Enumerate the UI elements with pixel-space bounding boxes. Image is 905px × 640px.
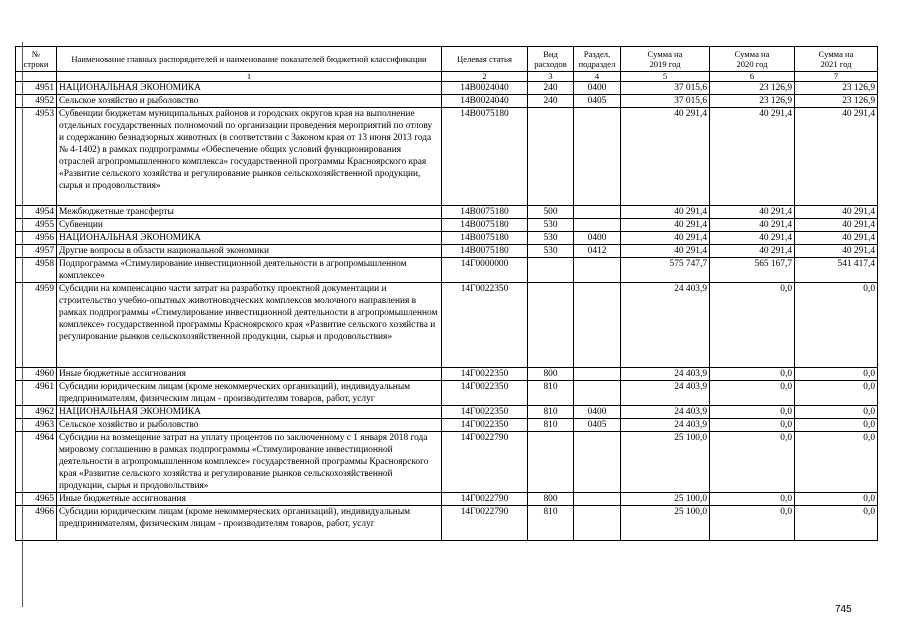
row-name: Другие вопросы в области национальной экономики (57, 245, 442, 258)
row-amount-2021: 40 291,4 (795, 219, 878, 232)
table-row (16, 108, 878, 206)
row-target-code: 14В0075180 (442, 206, 528, 219)
row-section-code (574, 368, 621, 381)
row-section-code (574, 506, 621, 541)
row-name: Иные бюджетные ассигнования (57, 493, 442, 506)
row-section-code: 0412 (574, 245, 621, 258)
table-row (16, 245, 878, 258)
row-number: 4951 (16, 82, 57, 95)
row-name: Субсидии на компенсацию части затрат на разработку проектной документации и строительство учебно-опытных животноводческих комплексов молочного направления в рамках подпрограммы «Стимулирование инвестиционной деятельности в агропромышленном комплексе» государственной программы Красноярского края «Развитие сельского хозяйства и регулирование рынков сельскохозяйственной продукции, сырья и продовольствия» (57, 283, 442, 368)
index-cell-empty (16, 72, 57, 82)
row-amount-2020: 0,0 (710, 419, 795, 432)
row-target-code: 14В0024040 (442, 82, 528, 95)
row-amount-2021: 0,0 (795, 432, 878, 493)
row-name: Субвенции бюджетам муниципальных районов и городских округов края на выполнение отдельных государственных полномочий по организации проведения мероприятий по отлову и содержанию безнадзорных животных (в соответствии с Законом края от 13 июня 2013 года № 4-1402) в рамках подпрограммы «Обеспечение общих условий функционирования отраслей агропромышленного комплекса» государственной программы Красноярского края «Развитие сельского хозяйства и регулирование рынков сельскохозяйственной продукции, сырья и продовольствия» (57, 108, 442, 206)
row-amount-2019: 25 100,0 (621, 506, 710, 541)
index-cell: 4 (574, 72, 621, 82)
table-row (16, 82, 878, 95)
row-name: Сельское хозяйство и рыболовство (57, 95, 442, 108)
row-number: 4963 (16, 419, 57, 432)
row-expense-type (528, 258, 574, 283)
row-name: Сельское хозяйство и рыболовство (57, 419, 442, 432)
row-expense-type: 800 (528, 368, 574, 381)
row-section-code (574, 381, 621, 406)
row-name: НАЦИОНАЛЬНАЯ ЭКОНОМИКА (57, 232, 442, 245)
row-expense-type: 240 (528, 95, 574, 108)
header-section: Раздел, подраздел (574, 47, 621, 72)
row-section-code: 0405 (574, 419, 621, 432)
row-number: 4952 (16, 95, 57, 108)
row-expense-type: 810 (528, 406, 574, 419)
row-amount-2019: 24 403,9 (621, 283, 710, 368)
row-target-code: 14Г0022790 (442, 432, 528, 493)
row-expense-type (528, 108, 574, 206)
row-name: Субсидии на возмещение затрат на уплату процентов по заключенному с 1 января 2018 года мировому соглашению в рамках подпрограммы «Стимулирование инвестиционной деятельности в агропромышленном комплексе» государственной программы Красноярского края «Развитие сельского хозяйства и регулирование рынков сельскохозяйственной продукции, сырья и продовольствия» (57, 432, 442, 493)
row-amount-2019: 575 747,7 (621, 258, 710, 283)
row-number: 4953 (16, 108, 57, 206)
row-expense-type: 530 (528, 219, 574, 232)
row-number: 4955 (16, 219, 57, 232)
row-amount-2020: 0,0 (710, 381, 795, 406)
row-expense-type: 810 (528, 419, 574, 432)
row-amount-2020: 0,0 (710, 506, 795, 541)
row-number: 4959 (16, 283, 57, 368)
header-num: № строки (16, 47, 57, 72)
table-row (16, 219, 878, 232)
row-number: 4962 (16, 406, 57, 419)
row-amount-2021: 40 291,4 (795, 245, 878, 258)
table-row (16, 206, 878, 219)
row-amount-2021: 40 291,4 (795, 232, 878, 245)
row-amount-2020: 0,0 (710, 283, 795, 368)
row-amount-2020: 23 126,9 (710, 95, 795, 108)
row-amount-2021: 0,0 (795, 368, 878, 381)
index-cell: 5 (621, 72, 710, 82)
table-row (16, 493, 878, 506)
row-amount-2020: 40 291,4 (710, 219, 795, 232)
row-section-code: 0400 (574, 232, 621, 245)
row-amount-2021: 0,0 (795, 419, 878, 432)
row-expense-type: 530 (528, 232, 574, 245)
table-row (16, 432, 878, 493)
row-target-code: 14Г0000000 (442, 258, 528, 283)
row-amount-2019: 24 403,9 (621, 381, 710, 406)
row-amount-2021: 0,0 (795, 406, 878, 419)
row-number: 4966 (16, 506, 57, 541)
row-amount-2020: 0,0 (710, 432, 795, 493)
row-amount-2021: 40 291,4 (795, 206, 878, 219)
row-expense-type: 800 (528, 493, 574, 506)
row-target-code: 14Г0022790 (442, 506, 528, 541)
table-row (16, 232, 878, 245)
row-section-code (574, 206, 621, 219)
table-row (16, 258, 878, 283)
row-section-code (574, 432, 621, 493)
row-target-code: 14В0075180 (442, 245, 528, 258)
row-amount-2020: 0,0 (710, 368, 795, 381)
header-row (16, 47, 878, 72)
row-amount-2021: 23 126,9 (795, 82, 878, 95)
row-target-code: 14В0075180 (442, 232, 528, 245)
row-amount-2020: 40 291,4 (710, 206, 795, 219)
row-name: Субсидии юридическим лицам (кроме некоммерческих организаций), индивидуальным предпринимателям, физическим лицам - производителям товаров, работ, услуг (57, 506, 442, 541)
row-amount-2021: 0,0 (795, 493, 878, 506)
row-target-code: 14В0075180 (442, 219, 528, 232)
row-number: 4965 (16, 493, 57, 506)
row-amount-2020: 0,0 (710, 493, 795, 506)
row-number: 4961 (16, 381, 57, 406)
header-target: Целевая статья (442, 47, 528, 72)
row-expense-type (528, 432, 574, 493)
row-amount-2020: 0,0 (710, 406, 795, 419)
table-row (16, 406, 878, 419)
index-cell: 1 (57, 72, 442, 82)
row-number: 4958 (16, 258, 57, 283)
row-name: Межбюджетные трансферты (57, 206, 442, 219)
row-expense-type (528, 283, 574, 368)
header-name: Наименование главных распорядителей и наименование показателей бюджетной классификации (57, 47, 442, 72)
row-target-code: 14В0075180 (442, 108, 528, 206)
table-row (16, 381, 878, 406)
row-target-code: 14Г0022350 (442, 419, 528, 432)
row-section-code (574, 283, 621, 368)
row-number: 4960 (16, 368, 57, 381)
row-amount-2020: 40 291,4 (710, 245, 795, 258)
index-cell: 7 (795, 72, 878, 82)
row-section-code: 0400 (574, 82, 621, 95)
table-row (16, 368, 878, 381)
row-target-code: 14Г0022350 (442, 381, 528, 406)
row-name: НАЦИОНАЛЬНАЯ ЭКОНОМИКА (57, 82, 442, 95)
row-amount-2020: 23 126,9 (710, 82, 795, 95)
row-amount-2021: 0,0 (795, 381, 878, 406)
column-index-row (16, 72, 878, 82)
row-amount-2019: 25 100,0 (621, 432, 710, 493)
row-expense-type: 500 (528, 206, 574, 219)
row-amount-2021: 23 126,9 (795, 95, 878, 108)
row-amount-2019: 40 291,4 (621, 219, 710, 232)
row-amount-2020: 40 291,4 (710, 108, 795, 206)
row-target-code: 14Г0022350 (442, 283, 528, 368)
header-2021: Сумма на 2021 год (795, 47, 878, 72)
row-name: Подпрограмма «Стимулирование инвестиционной деятельности в агропромышленном комплексе» (57, 258, 442, 283)
row-amount-2019: 24 403,9 (621, 406, 710, 419)
header-type: Вид расходов (528, 47, 574, 72)
row-name: НАЦИОНАЛЬНАЯ ЭКОНОМИКА (57, 406, 442, 419)
row-name: Субвенции (57, 219, 442, 232)
table-row (16, 419, 878, 432)
index-cell: 6 (710, 72, 795, 82)
index-cell: 3 (528, 72, 574, 82)
row-section-code (574, 108, 621, 206)
row-amount-2019: 40 291,4 (621, 108, 710, 206)
row-section-code: 0405 (574, 95, 621, 108)
row-amount-2019: 25 100,0 (621, 493, 710, 506)
row-number: 4964 (16, 432, 57, 493)
header-2020: Сумма на 2020 год (710, 47, 795, 72)
row-amount-2019: 24 403,9 (621, 419, 710, 432)
row-amount-2019: 24 403,9 (621, 368, 710, 381)
row-number: 4954 (16, 206, 57, 219)
row-amount-2019: 40 291,4 (621, 245, 710, 258)
row-amount-2021: 0,0 (795, 506, 878, 541)
row-section-code (574, 493, 621, 506)
header-2019: Сумма на 2019 год (621, 47, 710, 72)
row-target-code: 14Г0022790 (442, 493, 528, 506)
table-row (16, 283, 878, 368)
row-expense-type: 240 (528, 82, 574, 95)
row-section-code: 0400 (574, 406, 621, 419)
row-amount-2020: 40 291,4 (710, 232, 795, 245)
row-name: Субсидии юридическим лицам (кроме некоммерческих организаций), индивидуальным предпринимателям, физическим лицам - производителям товаров, работ, услуг (57, 381, 442, 406)
row-expense-type: 530 (528, 245, 574, 258)
row-amount-2019: 37 015,6 (621, 95, 710, 108)
row-target-code: 14Г0022350 (442, 368, 528, 381)
row-expense-type: 810 (528, 381, 574, 406)
row-number: 4956 (16, 232, 57, 245)
index-cell: 2 (442, 72, 528, 82)
budget-table (15, 46, 878, 541)
row-section-code (574, 258, 621, 283)
row-amount-2021: 541 417,4 (795, 258, 878, 283)
row-section-code (574, 219, 621, 232)
page-number: 745 (835, 604, 852, 615)
row-target-code: 14В0024040 (442, 95, 528, 108)
row-amount-2019: 37 015,6 (621, 82, 710, 95)
row-amount-2021: 40 291,4 (795, 108, 878, 206)
row-amount-2019: 40 291,4 (621, 206, 710, 219)
row-expense-type: 810 (528, 506, 574, 541)
row-amount-2020: 565 167,7 (710, 258, 795, 283)
row-target-code: 14Г0022350 (442, 406, 528, 419)
row-amount-2021: 0,0 (795, 283, 878, 368)
table-row (16, 506, 878, 541)
row-name: Иные бюджетные ассигнования (57, 368, 442, 381)
row-number: 4957 (16, 245, 57, 258)
table-row (16, 95, 878, 108)
row-amount-2019: 40 291,4 (621, 232, 710, 245)
